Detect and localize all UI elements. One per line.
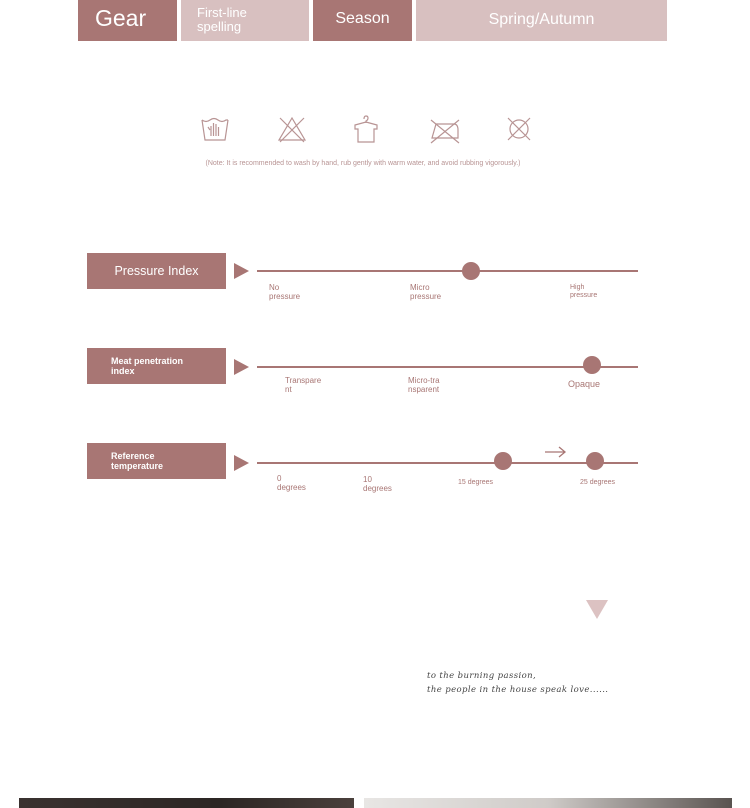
poem-line-2: the people in the house speak love...... bbox=[427, 685, 609, 695]
penetration-tick-transparent: Transpare nt bbox=[285, 376, 322, 394]
temperature-scale-line bbox=[257, 462, 638, 464]
season-value: Spring/Autumn bbox=[416, 0, 667, 41]
meat-penetration-label: Meat penetration index bbox=[87, 348, 226, 384]
penetration-scale-line bbox=[257, 366, 638, 368]
hang-dry-icon bbox=[349, 112, 383, 146]
temperature-range-end-marker bbox=[586, 452, 604, 470]
temperature-tick-10: 10 degrees bbox=[363, 475, 392, 493]
poem-line-1: to the burning passion, bbox=[427, 671, 537, 681]
product-photo-left bbox=[19, 798, 354, 808]
pressure-tick-micro: Micro pressure bbox=[410, 283, 442, 301]
temperature-arrow-icon bbox=[234, 455, 249, 471]
pressure-tick-no: No pressure bbox=[269, 283, 301, 301]
pressure-index-label: Pressure Index bbox=[87, 253, 226, 289]
down-triangle-icon bbox=[586, 600, 608, 619]
product-photo-right bbox=[364, 798, 732, 808]
first-line-spelling-label: First-line spelling bbox=[181, 0, 309, 41]
temperature-tick-15: 15 degrees bbox=[458, 479, 494, 486]
temperature-tick-25: 25 degrees bbox=[580, 479, 616, 486]
pressure-arrow-icon bbox=[234, 263, 249, 279]
pressure-selected-marker bbox=[462, 262, 480, 280]
pressure-scale-line bbox=[257, 270, 638, 272]
penetration-selected-marker bbox=[583, 356, 601, 374]
penetration-arrow-icon bbox=[234, 359, 249, 375]
temperature-range-start-marker bbox=[494, 452, 512, 470]
season-label: Season bbox=[313, 0, 412, 41]
no-tumble-dry-icon bbox=[502, 112, 536, 146]
care-note: (Note: It is recommended to wash by hand, rub gently with warm water, and avoid rubbing vigorously.) bbox=[205, 160, 521, 167]
penetration-tick-micro: Micro-tra nsparent bbox=[408, 376, 440, 394]
reference-temperature-label: Reference temperature bbox=[87, 443, 226, 479]
gear-label: Gear bbox=[78, 0, 177, 41]
no-bleach-icon bbox=[275, 112, 309, 146]
temperature-tick-0: 0 degrees bbox=[277, 474, 306, 492]
no-iron-icon bbox=[428, 112, 462, 146]
penetration-tick-opaque: Opaque bbox=[568, 379, 601, 389]
hand-wash-icon bbox=[198, 112, 232, 146]
arrow-right-icon bbox=[544, 445, 568, 459]
pressure-tick-high: High pressure bbox=[570, 284, 598, 299]
